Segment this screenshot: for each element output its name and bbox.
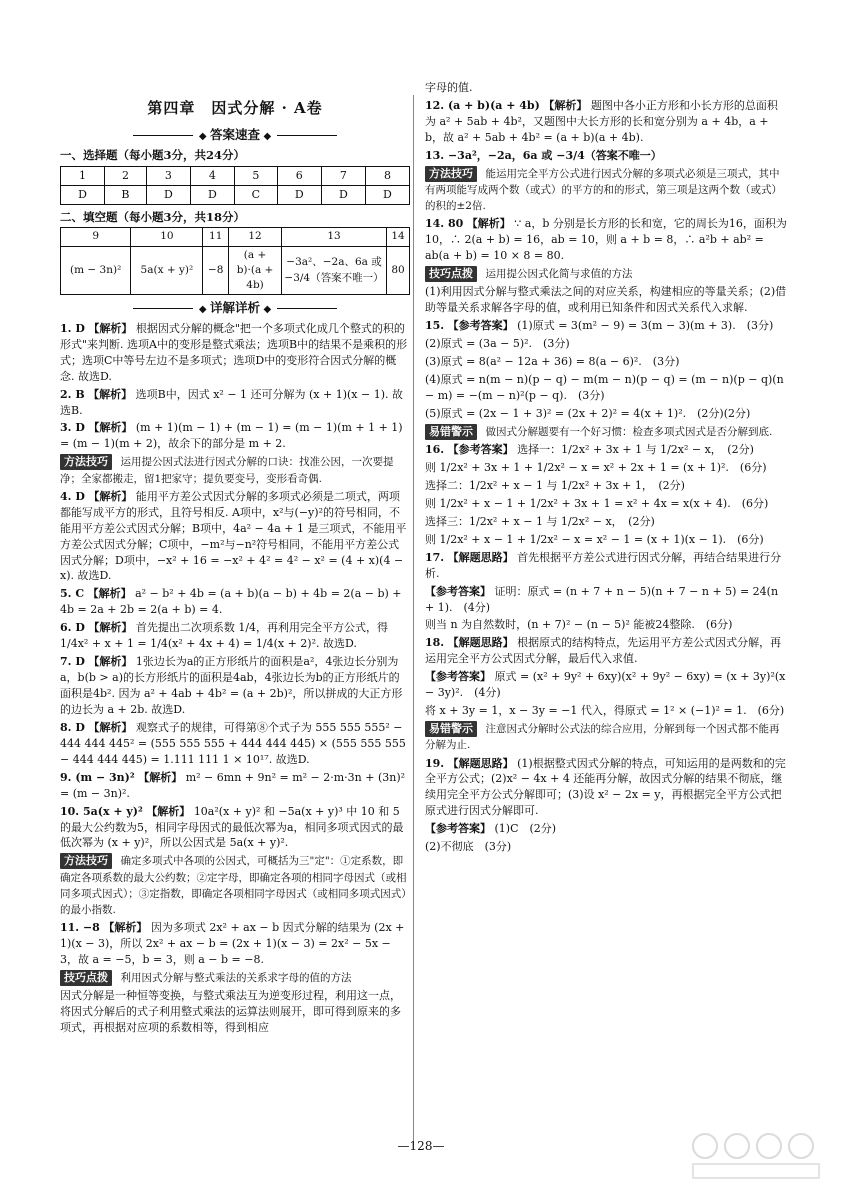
fill-answer-table bbox=[60, 227, 410, 295]
answer-item bbox=[60, 988, 410, 1036]
answer-item bbox=[425, 839, 787, 855]
item-tag: 【解析】 bbox=[88, 489, 133, 503]
item-tag: 【解析】 bbox=[87, 587, 132, 601]
answer-item bbox=[60, 586, 410, 618]
item-text: 首先提出二次项系数 1/4，再利用完全平方公式，得 1/4x² + x + 1 = 1/4(x² + 4x + 4) = 1/4(x + 2)². 故选D. bbox=[60, 621, 389, 651]
answer-item bbox=[425, 635, 787, 667]
item-text: 10a²(x + y)² 和 −5a(x + y)³ 中 10 和 5 的最大公约数为5，相同字母因式的最低次幂为a，相同多项式因式的最低次幂为 (x + y)²，所以公因式是 5a(x + y)². bbox=[60, 804, 404, 850]
item-text: 则当 n 为自然数时，(n + 7)² − (n − 5)² 能被24整除. (6分) bbox=[425, 618, 733, 632]
column-divider bbox=[413, 95, 414, 1145]
answer-item bbox=[60, 489, 410, 585]
answer-item bbox=[425, 216, 787, 264]
answer-item bbox=[60, 654, 410, 718]
item-number: 7. D bbox=[60, 655, 85, 669]
item-text: 1张边长为a的正方形纸片的面积是a²，4张边长分别为a，b(b > a)的长方形纸片的面积是4ab，4张边长为b的正方形纸片的面积是4b². 因为 a² + 4ab + 4b² = (a + 2b)²，所以拼成的大正方形的边长为 a + 2b. 故选D. bbox=[60, 655, 403, 716]
item-number: 12. (a + b)(a + 4b) bbox=[425, 98, 540, 112]
answer-item bbox=[425, 721, 787, 753]
answer-item bbox=[425, 584, 787, 616]
answer-item bbox=[425, 821, 787, 837]
item-text: (4)原式 = n(m − n)(p − q) − m(m − n)(p − q) = (m − n)(p − q)(n − m) = −(m − n)²(p − q). (3分) bbox=[425, 373, 784, 402]
item-number: 10. 5a(x + y)² bbox=[60, 804, 143, 818]
answer-item bbox=[425, 669, 787, 701]
item-text: (2)原式 = (3a − 5)². (3分) bbox=[425, 337, 570, 351]
item-text: 选择二：1/2x² + x − 1 与 1/2x² + 3x + 1， (2分) bbox=[425, 478, 685, 492]
table-row: 9 10 11 12 13 14 bbox=[61, 228, 410, 246]
answer-item bbox=[60, 454, 410, 486]
tip-badge: 方法技巧 bbox=[60, 454, 112, 470]
answer-item bbox=[425, 406, 787, 422]
item-text: 根据原式的结构特点，先运用平方差公式因式分解，再运用完全平方公式因式分解，最后代入求值. bbox=[425, 636, 782, 666]
item-tag: 【解析】 bbox=[88, 720, 133, 734]
item-text: 证明：原式 = (n + 7 + n − 5)(n + 7 − n + 5) = 24(n + 1). (4分) bbox=[425, 584, 779, 614]
item-tag: 【解析】 bbox=[103, 921, 148, 935]
item-text: 运用提公因式化简与求值的方法 bbox=[485, 268, 633, 281]
item-number: 6. D bbox=[60, 621, 85, 635]
table-row: 1 2 3 4 5 6 7 8 bbox=[61, 166, 410, 185]
item-tag: 【解析】 bbox=[88, 321, 133, 335]
item-text: 则 1/2x² + 3x + 1 + 1/2x² − x = x² + 2x + 1 = (x + 1)². (6分) bbox=[425, 461, 767, 475]
item-number: 16. bbox=[425, 443, 445, 457]
watermark-logo bbox=[689, 1124, 824, 1182]
item-number: 9. (m − 3n)² bbox=[60, 770, 135, 784]
item-tag: 【解析】 bbox=[466, 217, 511, 231]
answer-item bbox=[60, 853, 410, 918]
item-text: 则 1/2x² + x − 1 + 1/2x² + 3x + 1 = x² + 4x = x(x + 4). (6分) bbox=[425, 496, 769, 510]
answer-item bbox=[425, 266, 787, 282]
item-text: 则 1/2x² + x − 1 + 1/2x² − x = x² − 1 = (x + 1)(x − 1). (6分) bbox=[425, 532, 764, 546]
item-number: 1. D bbox=[60, 321, 85, 335]
answer-item bbox=[425, 148, 787, 164]
item-text: 根据因式分解的概念"把一个多项式化成几个整式的积的形式"来判断. 选项A中的变形是整式乘法；选项B中的结果不是乘积的形式；选项C中等号左边不是多项式；选项D中的变形符合因式分解的概念. 故选D. bbox=[60, 321, 408, 383]
answer-item bbox=[425, 318, 787, 334]
right-answer-list bbox=[425, 80, 787, 855]
answer-item bbox=[60, 720, 410, 768]
tip-badge: 技巧点拨 bbox=[60, 970, 112, 986]
item-text: 运用提公因式法进行因式分解的口诀：找准公因，一次要提净；全家都搬走，留1把家守；提负要变号，变形看奇偶. bbox=[60, 456, 394, 485]
item-tag: 【解析】 bbox=[88, 421, 133, 435]
answer-item bbox=[425, 336, 787, 352]
item-text: 题图中各小正方形和小长方形的总面积为 a² + 5ab + 4b²，又题图中大长方形的长和宽分别为 a + 4b，a + b，故 a² + 5ab + 4b² = (a + b)(a + 4b). bbox=[425, 98, 778, 144]
answer-item bbox=[425, 354, 787, 370]
item-text: (5)原式 = (2x − 1 + 3)² = (2x + 2)² = 4(x + 1)². (2分)(2分) bbox=[425, 406, 751, 420]
item-text: (1)利用因式分解与整式乘法之间的对应关系，构建相应的等量关系；(2)借助等量关系求解各字母的值，或利用已知条件和因式关系代入求解. bbox=[425, 285, 787, 315]
item-text: 利用因式分解与整式乘法的关系求字母的值的方法 bbox=[120, 972, 352, 985]
answer-item bbox=[425, 703, 787, 719]
item-number: 8. D bbox=[60, 720, 85, 734]
quick-answer-heading: ◆ 答案速查 ◆ bbox=[60, 126, 410, 145]
item-tag: 【参考答案】 bbox=[425, 822, 491, 836]
answer-item bbox=[425, 617, 787, 633]
answer-item bbox=[60, 804, 410, 852]
detail-heading: ◆ 详解详析 ◆ bbox=[60, 299, 410, 318]
answer-item bbox=[425, 166, 787, 215]
answer-item bbox=[425, 284, 787, 316]
item-text: (1)根据整式因式分解的特点，可知运用的是两数和的完全平方公式；(2)x² − 4x + 4 还能再分解，故因式分解的结果不彻底，继续用完全平方公式分解即可；(3)设 x² − 2x = y，再根据完全平方公式把原式进行因式分解即可. bbox=[425, 756, 786, 818]
item-text: m² − 6mn + 9n² = m² − 2·m·3n + (3n)² = (m − 3n)². bbox=[60, 770, 406, 800]
answer-item bbox=[60, 970, 410, 986]
item-text: a² − b² + 4b = (a + b)(a − b) + 4b = 2(a − b) + 4b = 2a + 2b = 2(a + b) = 4. bbox=[60, 587, 402, 617]
item-tag: 【参考答案】 bbox=[447, 443, 514, 457]
answer-item bbox=[425, 514, 787, 530]
item-tag: 【解析】 bbox=[146, 804, 191, 818]
answer-item bbox=[425, 496, 787, 512]
item-text: 因式分解是一种恒等变换，与整式乘法互为逆变形过程，利用这一点，将因式分解后的式子利用整式乘法的运算法则展开，即可得到原来的多项式，再根据对应项的系数相等，得到相应 bbox=[60, 989, 401, 1035]
page-number: —128— bbox=[397, 1139, 445, 1153]
item-tag: 【解题思路】 bbox=[447, 636, 514, 650]
answer-item bbox=[425, 460, 787, 476]
item-number: 4. D bbox=[60, 489, 85, 503]
tip-badge: 方法技巧 bbox=[425, 166, 477, 182]
item-text: 能用平方差公式因式分解的多项式必须是二项式，两项都能写成平方的形式，且符号相反. A项中，x²与(−y)²的符号相同，不能用平方差公式因式分解；B项中，4a² − 4a + 1 是三项式，不能用平方差公式因式分解；C项中，−m²与−n²符号相同，不能用平方差公式因式分解；D项中，−x² + 16 = −x² + 4² = 4² − x² = (4 + x)(4 − x). 故选D. bbox=[60, 489, 407, 583]
tip-badge: 易错警示 bbox=[425, 424, 477, 440]
answer-item bbox=[425, 532, 787, 548]
answer-item bbox=[60, 920, 410, 968]
item-tag: 【参考答案】 bbox=[425, 670, 491, 684]
tip-badge: 技巧点拨 bbox=[425, 266, 477, 282]
item-text: (1)C (2分) bbox=[494, 822, 557, 836]
left-answer-list bbox=[60, 321, 410, 1036]
item-text: 选择三：1/2x² + x − 1 与 1/2x² − x， (2分) bbox=[425, 514, 655, 528]
item-tag: 【参考答案】 bbox=[447, 319, 514, 333]
item-tag: 【解析】 bbox=[138, 770, 183, 784]
item-number: 14. 80 bbox=[425, 217, 464, 231]
item-number: 5. C bbox=[60, 587, 85, 601]
item-number: 13. −3a²，−2a，6a 或 −3/4（答案不唯一） bbox=[425, 148, 662, 162]
item-text: 观察式子的规律，可得第⑧个式子为 555 555 555² − 444 444 445² = (555 555 555 + 444 444 445) × (555 555 555 − 444 444 445) = 1.111 111 1 × 10¹⁷. 故选D. bbox=[60, 720, 406, 766]
answer-item bbox=[425, 98, 787, 146]
answer-item bbox=[425, 372, 787, 404]
answer-item bbox=[60, 420, 410, 452]
item-tag: 【解析】 bbox=[88, 621, 133, 635]
item-tag: 【解析】 bbox=[543, 98, 588, 112]
left-column bbox=[60, 78, 410, 1038]
item-number: 19. bbox=[425, 756, 445, 770]
item-tag: 【解析】 bbox=[88, 655, 133, 669]
item-text: 注意因式分解时公式法的综合应用，分解到每一个因式都不能再分解为止. bbox=[425, 723, 780, 752]
choice-section-title: 一、选择题（每小题3分，共24分） bbox=[60, 148, 246, 163]
item-text: (2)不彻底 (3分) bbox=[425, 840, 512, 854]
answer-item bbox=[60, 387, 410, 419]
item-text: 字母的值. bbox=[425, 81, 473, 94]
item-text: 因为多项式 2x² + ax − b 因式分解的结果为 (2x + 1)(x − 3)，所以 2x² + ax − b = (2x + 1)(x − 3) = 2x² − 5x − 3，故 a = −5，b = 3，则 a − b = −8. bbox=[60, 921, 405, 967]
answer-item bbox=[425, 478, 787, 494]
item-number: 17. bbox=[425, 550, 445, 564]
answer-item bbox=[60, 620, 410, 652]
item-number: 11. −8 bbox=[60, 921, 100, 935]
item-text: 做因式分解题要有一个好习惯：检查多项式因式是否分解到底. bbox=[485, 425, 773, 438]
answer-item bbox=[425, 550, 787, 582]
item-number: 18. bbox=[425, 636, 445, 650]
answer-item bbox=[425, 756, 787, 820]
choice-answer-table bbox=[60, 166, 410, 205]
item-tag: 【解析】 bbox=[88, 387, 133, 401]
item-text: 原式 = (x² + 9y² + 6xy)(x² + 9y² − 6xy) = (x + 3y)²(x − 3y)². (4分) bbox=[425, 670, 786, 700]
item-number: 15. bbox=[425, 319, 445, 333]
item-text: 选择一：1/2x² + 3x + 1 与 1/2x² − x， (2分) bbox=[517, 443, 754, 457]
item-tag: 【参考答案】 bbox=[425, 584, 491, 598]
item-text: 能运用完全平方公式进行因式分解的多项式必须是三项式，其中有两项能写成两个数（或式）的平方的和的形式，第三项是这两个数（或式）的积的±2倍. bbox=[425, 167, 782, 213]
item-tag: 【解题思路】 bbox=[447, 756, 514, 770]
answer-item bbox=[60, 321, 410, 385]
item-tag: 【解题思路】 bbox=[447, 550, 514, 564]
item-text: 确定多项式中各项的公因式，可概括为三"定"：①定系数，即确定各项系数的最大公约数；②定字母，即确定各项的相同字母因式（或相同多项式因式）；③定指数，即确定各项相同字母因式（或相同多项式因式）的最小指数. bbox=[60, 855, 407, 917]
chapter-title: 第四章 因式分解 · A卷 bbox=[147, 99, 323, 117]
item-number: 3. D bbox=[60, 421, 85, 435]
answer-item bbox=[60, 770, 410, 802]
answer-item bbox=[425, 442, 787, 458]
table-row: (m − 3n)² 5a(x + y)² −8 (a + b)·(a + 4b) −3a²、−2a、6a 或 −3/4（答案不唯一） 80 bbox=[61, 246, 410, 295]
item-text: (3)原式 = 8(a² − 12a + 36) = 8(a − 6)². (3分) bbox=[425, 355, 680, 369]
item-text: (1)原式 = 3(m² − 9) = 3(m − 3)(m + 3). (3分) bbox=[517, 319, 774, 333]
item-text: 选项B中，因式 x² − 1 还可分解为 (x + 1)(x − 1). 故选B. bbox=[60, 387, 404, 417]
tip-badge: 易错警示 bbox=[425, 721, 477, 737]
answer-item bbox=[425, 424, 787, 440]
item-text: (m + 1)(m − 1) + (m − 1) = (m − 1)(m + 1 + 1) = (m − 1)(m + 2)，故余下的部分是 m + 2. bbox=[60, 421, 403, 451]
answer-item bbox=[425, 80, 787, 96]
table-row: D B D D C D D D bbox=[61, 185, 410, 204]
item-text: 将 x + 3y = 1，x − 3y = −1 代入，得原式 = 1² × (−1)² = 1. (6分) bbox=[425, 704, 785, 718]
item-text: ∵ a，b 分别是长方形的长和宽，它的周长为16，面积为10，∴ 2(a + b) = 16，ab = 10，则 a + b = 8，∴ a²b + ab² = ab(a + b) = 10 × 8 = 80. bbox=[425, 217, 787, 263]
right-column bbox=[425, 80, 787, 857]
fill-section-title: 二、填空题（每小题3分，共18分） bbox=[60, 209, 246, 224]
tip-badge: 方法技巧 bbox=[60, 853, 112, 869]
item-text: 首先根据平方差公式进行因式分解，再结合结果进行分析. bbox=[425, 550, 782, 580]
item-number: 2. B bbox=[60, 387, 85, 401]
